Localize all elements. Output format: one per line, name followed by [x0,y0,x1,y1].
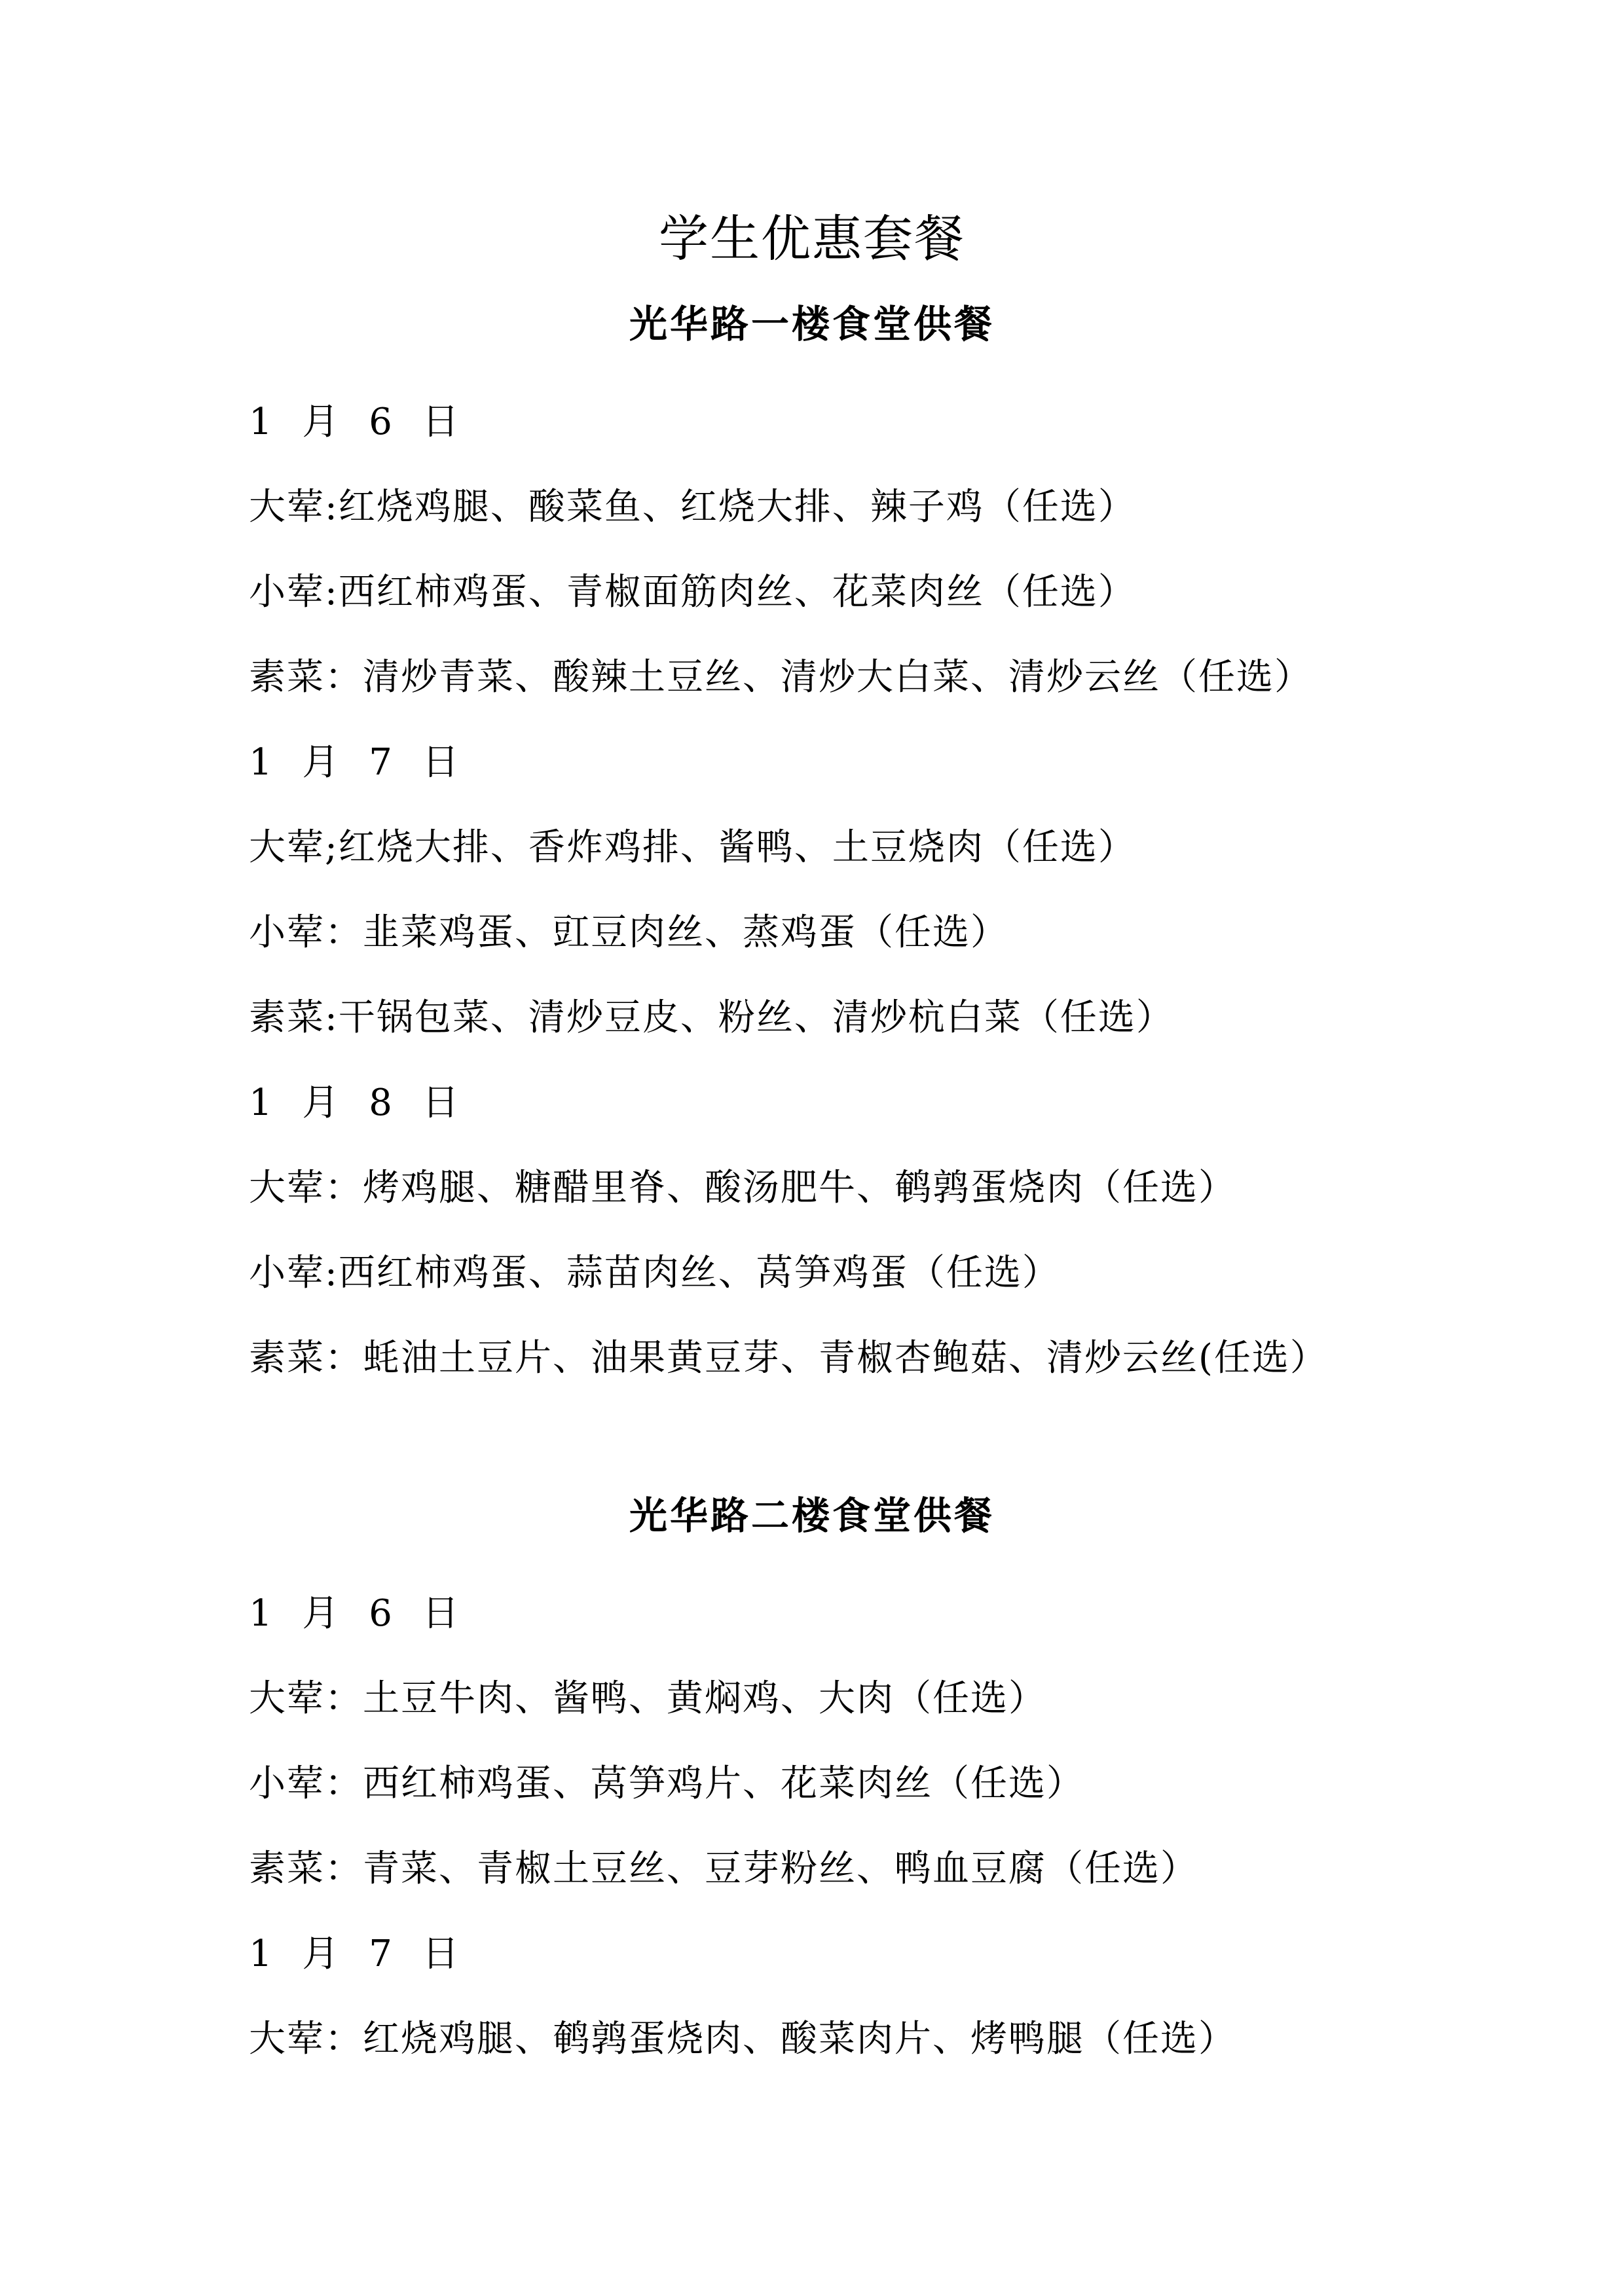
menu-line-major-meat: 大荤:红烧鸡腿、酸菜鱼、红烧大排、辣子鸡（任选） [249,486,1136,528]
menu-line-vegetable: 素菜：蚝油土豆片、油果黄豆芽、青椒杏鲍菇、清炒云丝(任选） [249,1337,1328,1379]
menu-line-minor-meat: 小荤:西红柿鸡蛋、蒜苗肉丝、莴笋鸡蛋（任选） [249,1252,1060,1294]
menu-line-vegetable: 素菜：青菜、青椒土豆丝、豆芽粉丝、鸭血豆腐（任选） [249,1848,1198,1890]
menu-line-minor-meat: 小荤:西红柿鸡蛋、青椒面筋肉丝、花菜肉丝（任选） [249,571,1136,613]
section-heading-first-floor: 光华路一楼食堂供餐 [629,302,995,346]
menu-date: 1 月 8 日 [249,1082,468,1124]
menu-line-vegetable: 素菜:干锅包菜、清炒豆皮、粉丝、清炒杭白菜（任选） [249,996,1174,1039]
menu-line-major-meat: 大荤：红烧鸡腿、鹌鹑蛋烧肉、酸菜肉片、烤鸭腿（任选） [249,2018,1236,2060]
menu-date: 1 月 6 日 [249,1592,468,1635]
section-first-floor-menu [249,380,1559,1401]
section-second-floor-menu [249,1571,1559,2082]
menu-line-major-meat: 大荤;红烧大排、香炸鸡排、酱鸭、土豆烧肉（任选） [249,826,1136,869]
section-heading-second-floor: 光华路二楼食堂供餐 [629,1493,995,1538]
menu-date: 1 月 7 日 [249,741,468,784]
menu-line-minor-meat: 小荤：韭菜鸡蛋、豇豆肉丝、蒸鸡蛋（任选） [249,911,1008,954]
menu-date: 1 月 6 日 [249,401,468,443]
menu-line-minor-meat: 小荤：西红柿鸡蛋、莴笋鸡片、花菜肉丝（任选） [249,1762,1084,1805]
menu-line-vegetable: 素菜：清炒青菜、酸辣土豆丝、清炒大白菜、清炒云丝（任选） [249,656,1312,699]
menu-line-major-meat: 大荤：土豆牛肉、酱鸭、黄焖鸡、大肉（任选） [249,1677,1046,1720]
menu-line-major-meat: 大荤：烤鸡腿、糖醋里脊、酸汤肥牛、鹌鹑蛋烧肉（任选） [249,1167,1236,1209]
document-title: 学生优惠套餐 [659,210,965,268]
menu-date: 1 月 7 日 [249,1933,468,1975]
